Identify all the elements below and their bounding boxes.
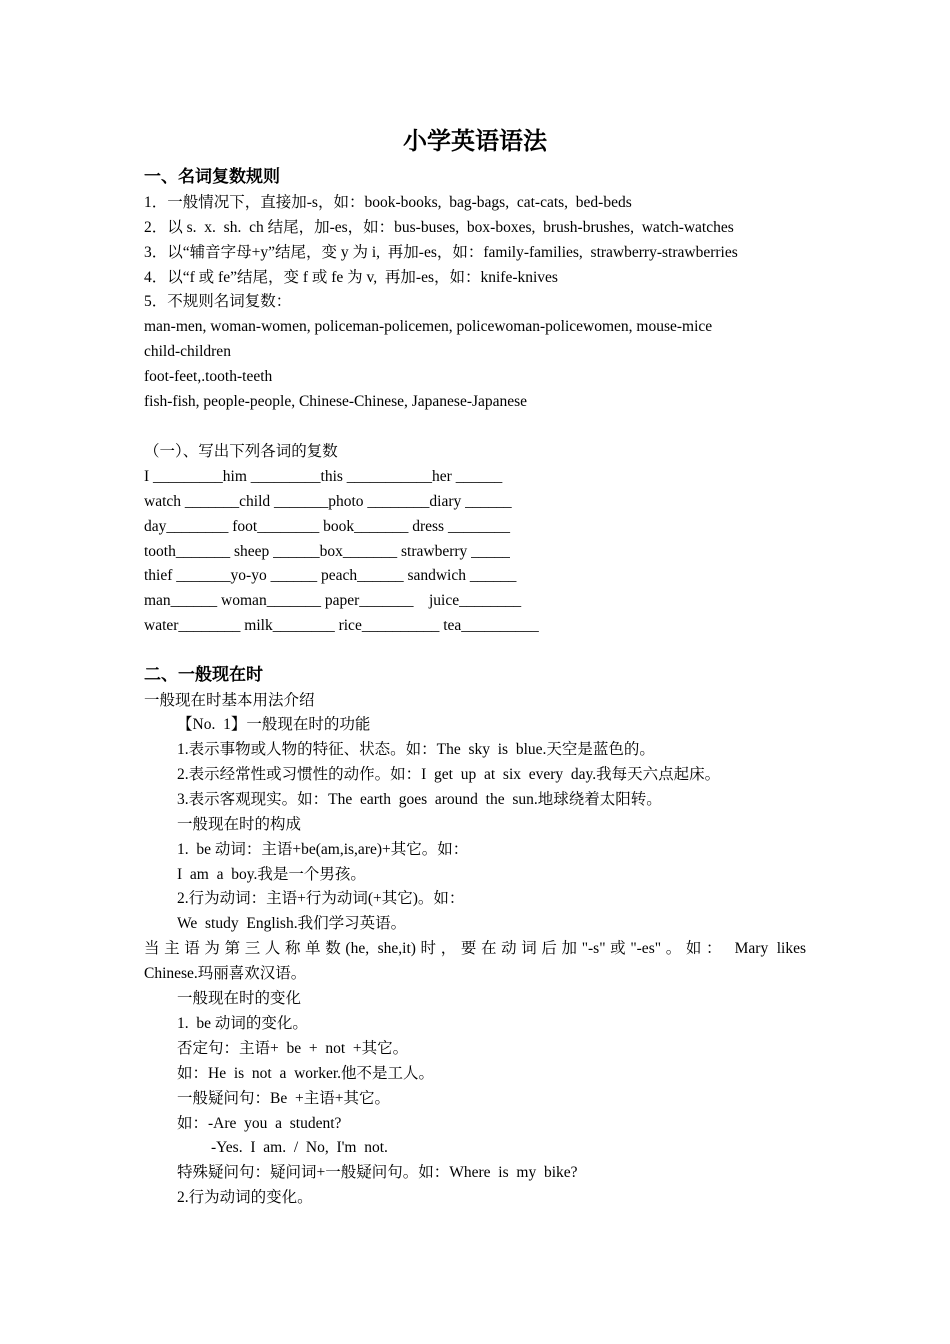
rule-5: 5．不规则名词复数： (144, 293, 292, 310)
irregular-line-4: fish-fish, people-people, Chinese-Chinese, Japanese-Japanese (144, 393, 528, 410)
exercise-line-3: day________ foot________ book_______ dress ________ (144, 518, 510, 535)
irregular-line-1: man-men, woman-women, policeman-policemen, policewoman-policewomen, mouse-mice (144, 318, 713, 335)
exercise-title: （一）、写出下列各词的复数 (144, 443, 338, 460)
third-person-example: Chinese.玛丽喜欢汉语。 (144, 965, 307, 982)
section2-heading: 二、一般现在时 (144, 665, 263, 684)
structure-title: 一般现在时的构成 (177, 816, 302, 833)
special-question: 特殊疑问句：疑问词+一般疑问句。如：Where is my bike? (177, 1164, 578, 1181)
structure-verb: 2.行为动词：主语+行为动词(+其它)。如： (177, 890, 465, 907)
exercise-line-1: I _________him _________this ___________her ______ (144, 468, 503, 485)
structure-verb-example: We study English.我们学习英语。 (177, 915, 407, 932)
question-example-2: -Yes. I am. / No, I'm not. (211, 1139, 388, 1156)
verb-change: 2.行为动词的变化。 (177, 1189, 313, 1206)
third-person-rule: 当主语为第三人称单数(he, she,it)时，要在动词后加"-s"或"-es"。如： Mary likes (144, 940, 806, 957)
negative-example: 如：He is not a worker.他不是工人。 (177, 1065, 435, 1082)
be-change: 1. be 动词的变化。 (177, 1015, 308, 1032)
function-1: 1.表示事物或人物的特征、状态。如：The sky is blue.天空是蓝色的。 (177, 741, 655, 758)
function-2: 2.表示经常性或习惯性的动作。如：I get up at six every day.我每天六点起床。 (177, 766, 721, 783)
rule-1: 1．一般情况下，直接加-s，如：book-books, bag-bags, cat-cats, bed-beds (144, 194, 632, 211)
structure-be: 1. be 动词：主语+be(am,is,are)+其它。如： (177, 841, 469, 858)
rule-4: 4．以“f 或 fe”结尾，变 f 或 fe 为 v, 再加-es，如：knife-knives (144, 269, 558, 286)
rule-3: 3．以“辅音字母+y”结尾，变 y 为 i, 再加-es，如：family-families, strawberry-strawberries (144, 244, 738, 261)
negative-rule: 否定句：主语+ be + not +其它。 (177, 1040, 409, 1057)
exercise-line-5: thief _______yo-yo ______ peach______ sandwich ______ (144, 567, 517, 584)
question-rule: 一般疑问句：Be +主语+其它。 (177, 1090, 390, 1107)
section2-intro: 一般现在时基本用法介绍 (144, 692, 315, 709)
irregular-line-2: child-children (144, 343, 231, 360)
exercise-line-2: watch _______child _______photo ________diary ______ (144, 493, 512, 510)
structure-be-example: I am a boy.我是一个男孩。 (177, 866, 366, 883)
exercise-line-7: water________ milk________ rice__________ tea__________ (144, 617, 539, 634)
exercise-line-6: man______ woman_______ paper_______ juice________ (144, 592, 522, 609)
function-3: 3.表示客观现实。如：The earth goes around the sun.地球绕着太阳转。 (177, 791, 662, 808)
rule-2: 2．以 s. x. sh. ch 结尾，加-es，如：bus-buses, box-boxes, brush-brushes, watch-watches (144, 219, 734, 236)
irregular-line-3: foot-feet,.tooth-teeth (144, 368, 273, 385)
question-example-1: 如：-Are you a student? (177, 1115, 342, 1132)
section1-heading: 一、名词复数规则 (144, 167, 280, 186)
change-title: 一般现在时的变化 (177, 990, 302, 1007)
exercise-line-4: tooth_______ sheep ______box_______ strawberry _____ (144, 543, 510, 560)
no1-heading: 【No. 1】一般现在时的功能 (177, 716, 371, 733)
page-title: 小学英语语法 (403, 129, 547, 155)
